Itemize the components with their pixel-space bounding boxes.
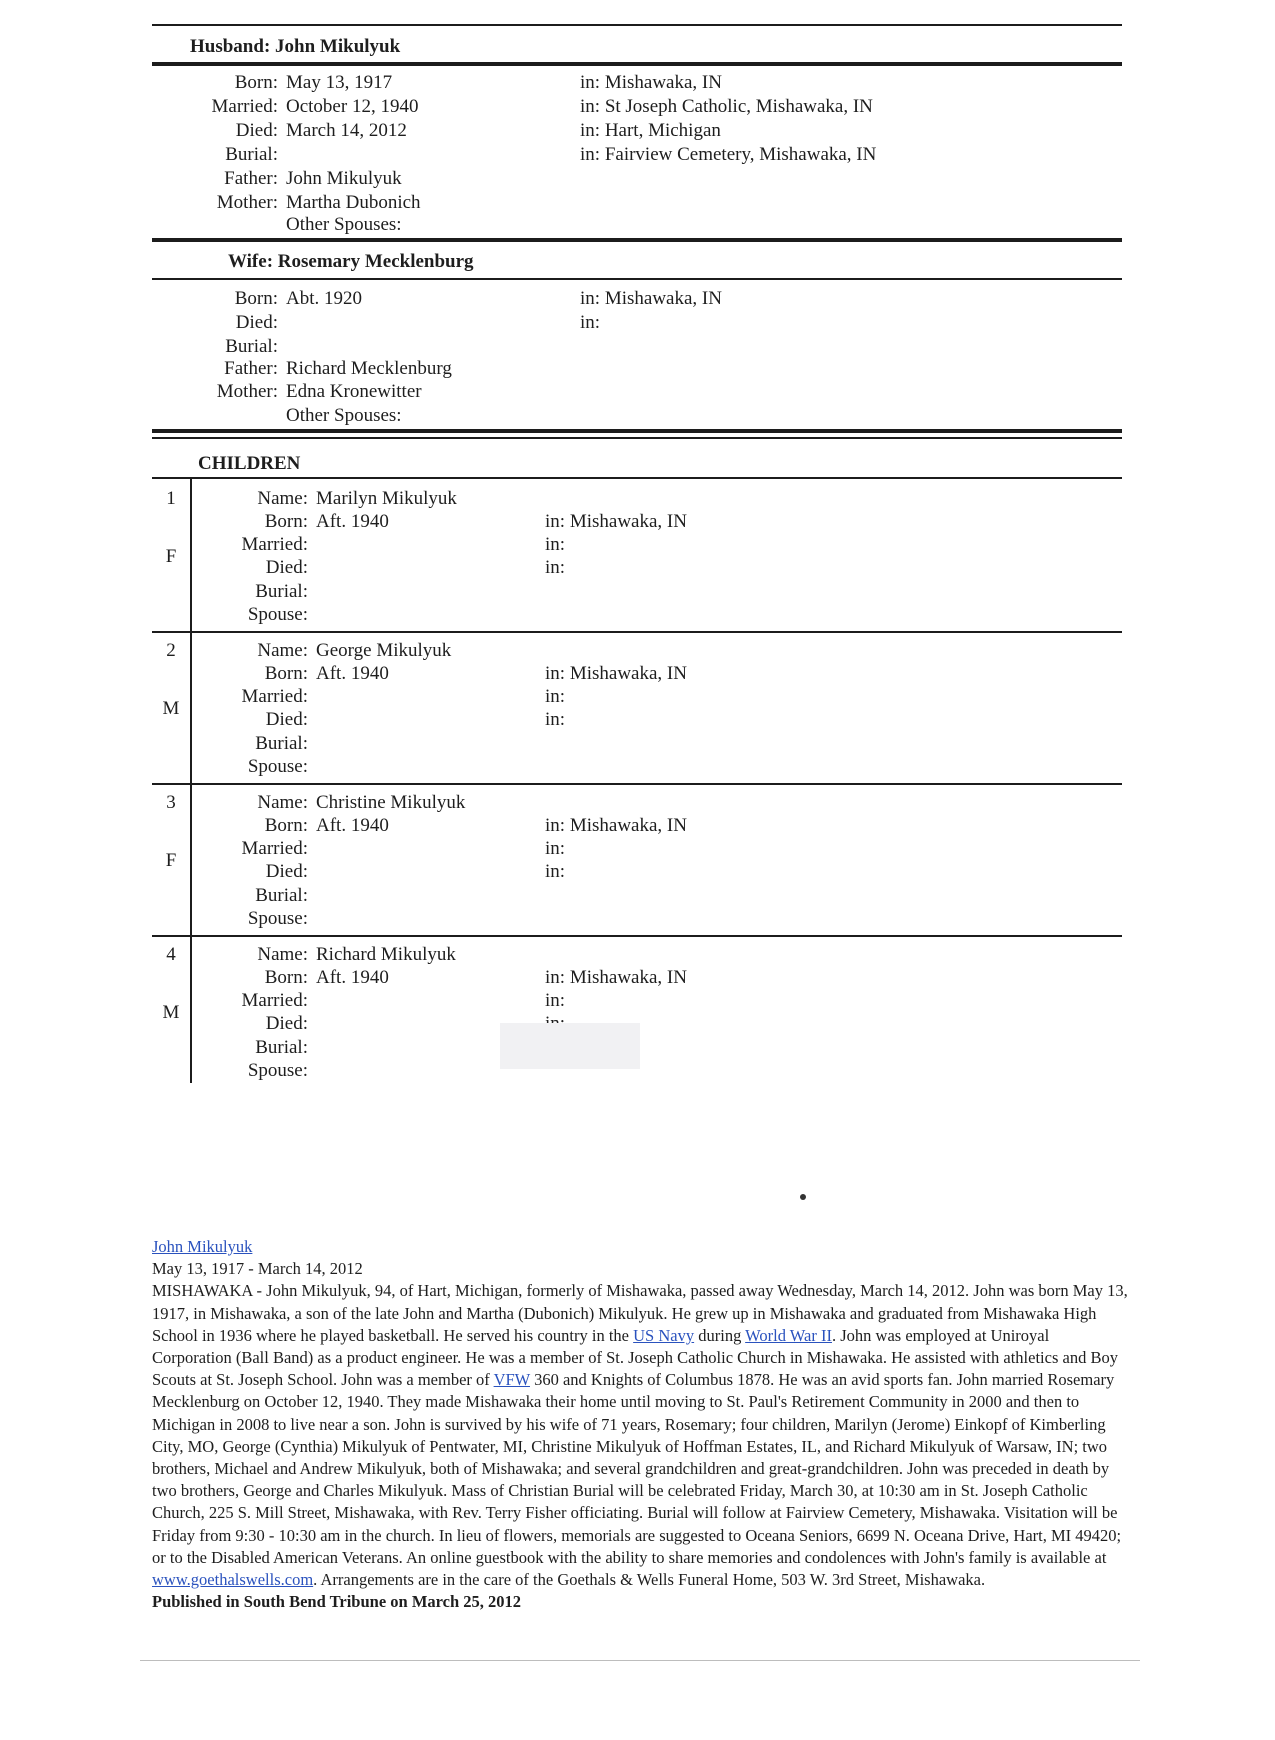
child-born-value: Aft. 1940 — [316, 663, 389, 684]
child-married-label: Married: — [241, 686, 308, 707]
child-married-place: in: — [545, 990, 566, 1011]
child-sex: F — [165, 546, 177, 567]
child-name-value: George Mikulyuk — [316, 640, 452, 661]
child-born-place: in: Mishawaka, IN — [545, 815, 687, 836]
wife-father-label: Father: — [224, 358, 278, 379]
child-spouse-label: Spouse: — [247, 1060, 308, 1081]
child-rule — [152, 783, 1122, 785]
child-name-value: Christine Mikulyuk — [316, 792, 466, 813]
husband-father-label: Father: — [224, 168, 278, 189]
child-rule — [152, 631, 1122, 633]
child-number: 1 — [166, 488, 176, 509]
paper-speck — [800, 1194, 806, 1200]
husband-died-label: Died: — [235, 120, 278, 141]
child-name-value: Richard Mikulyuk — [316, 944, 456, 965]
child-spouse-label: Spouse: — [247, 756, 308, 777]
wife-rule-top — [152, 238, 1122, 242]
child-born-label: Born: — [264, 511, 308, 532]
husband-mother-label: Mother: — [216, 192, 278, 213]
child-name-label: Name: — [257, 792, 308, 813]
child-married-label: Married: — [241, 990, 308, 1011]
clipping-edge — [140, 1660, 1140, 1661]
wife-father-value: Richard Mecklenburg — [286, 358, 452, 379]
obituary-body: MISHAWAKA - John Mikulyuk, 94, of Hart, Michigan, formerly of Mishawaka, passed away Wednesday, March 14, 2012. John was born May 13, 1917, in Mishawaka, a son of the late John and Martha (Dubonich) Mikulyuk. He grew up in Mishawaka and graduated from Mishawaka High School in 1936 where he played basketball. He served his country in the US Navy during World War II. John was employed at Uniroyal Corporation (Ball Band) as a product engineer. He was a member of St. Joseph Catholic Church in Mishawaka. He assisted with athletics and Boy Scouts at St. Joseph School. John was a member of VFW 360 and Knights of Columbus 1878. He was an avid sports fan. John married Rosemary Mecklenburg on October 12, 1940. They made Mishawaka their home until moving to St. Paul's Retirement Community in 2000 and then to Michigan in 2008 to live near a son. John is survived by his wife of 71 years, Rosemary; four children, Marilyn (Jerome) Einkopf of Kimberling City, MO, George (Cynthia) Mikulyuk of Pentwater, MI, Christine Mikulyuk of Hoffman Estates, IL, and Richard Mikulyuk of Warsaw, IN; two brothers, Michael and Andrew Mikulyuk, both of Mishawaka; and several grandchildren and great-grandchildren. John was preceded in death by two brothers, George and Charles Mikulyuk. Mass of Christian Burial will be celebrated Friday, March 30, at 10:30 am in St. Joseph Catholic Church, 225 S. Mill Street, Mishawaka, with Rev. Terry Fisher officiating. Burial will follow at Fairview Cemetery, Mishawaka. Visitation will be Friday from 9:30 - 10:30 am in the church. In lieu of flowers, memorials are suggested to Oceana Seniors, 6699 N. Oceana Drive, Hart, MI 49420; or to the Disabled American Veterans. An online guestbook with the ability to share memories and condolences with John's family is available at www.goethalswells.com. Arrangements are in the care of the Goethals & Wells Funeral Home, 503 W. 3rd Street, Mishawaka. — [152, 1281, 1128, 1590]
husband-born-value: May 13, 1917 — [286, 72, 393, 93]
child-born-value: Aft. 1940 — [316, 967, 389, 988]
child-spouse-label: Spouse: — [247, 908, 308, 929]
wife-born-value: Abt. 1920 — [286, 288, 362, 309]
child-married-place: in: — [545, 838, 566, 859]
wife-header-label: Wife: — [228, 251, 274, 272]
child-sex: M — [162, 1002, 180, 1023]
child-sex: F — [165, 850, 177, 871]
child-born-place: in: Mishawaka, IN — [545, 967, 687, 988]
child-born-label: Born: — [264, 967, 308, 988]
top-rule — [152, 24, 1122, 26]
children-title: CHILDREN — [198, 453, 301, 474]
husband-other-spouses: Other Spouses: — [286, 214, 402, 235]
obituary — [152, 1236, 1132, 1613]
husband-married-place: in: St Joseph Catholic, Mishawaka, IN — [580, 96, 873, 117]
child-married-place: in: — [545, 686, 566, 707]
children-rule-top — [152, 429, 1122, 433]
child-died-place: in: — [545, 709, 566, 730]
children-header-rule — [152, 477, 1122, 479]
wife-mother-value: Edna Kronewitter — [286, 381, 422, 402]
husband-born-place: in: Mishawaka, IN — [580, 72, 722, 93]
child-died-place: in: — [545, 557, 566, 578]
child-born-label: Born: — [264, 663, 308, 684]
child-burial-label: Burial: — [255, 733, 308, 754]
wife-name: Rosemary Mecklenburg — [277, 251, 474, 272]
children-rule-double — [152, 437, 1122, 439]
child-married-place: in: — [545, 534, 566, 555]
child-burial-label: Burial: — [255, 885, 308, 906]
child-burial-label: Burial: — [255, 581, 308, 602]
child-sex: M — [162, 698, 180, 719]
husband-burial-label: Burial: — [225, 144, 278, 165]
child-born-value: Aft. 1940 — [316, 511, 389, 532]
child-married-label: Married: — [241, 838, 308, 859]
child-died-place: in: — [545, 861, 566, 882]
husband-name: John Mikulyuk — [275, 36, 401, 57]
husband-married-value: October 12, 1940 — [286, 96, 419, 117]
child-rule — [152, 935, 1122, 937]
vfw-link[interactable]: VFW — [493, 1370, 530, 1390]
wife-rule — [152, 278, 1122, 280]
child-married-label: Married: — [241, 534, 308, 555]
husband-header — [190, 36, 400, 58]
child-name-label: Name: — [257, 944, 308, 965]
child-burial-label: Burial: — [255, 1037, 308, 1058]
husband-married-label: Married: — [211, 96, 278, 117]
child-died-label: Died: — [265, 861, 308, 882]
wife-burial-label: Burial: — [225, 336, 278, 357]
wife-born-label: Born: — [234, 288, 278, 309]
child-number: 2 — [166, 640, 176, 661]
child-number: 3 — [166, 792, 176, 813]
child-died-label: Died: — [265, 709, 308, 730]
child-number: 4 — [166, 944, 176, 965]
wife-died-label: Died: — [235, 312, 278, 333]
wife-other-spouses: Other Spouses: — [286, 405, 402, 426]
child-born-value: Aft. 1940 — [316, 815, 389, 836]
child-name-value: Marilyn Mikulyuk — [316, 488, 457, 509]
wife-born-place: in: Mishawaka, IN — [580, 288, 722, 309]
husband-burial-place: in: Fairview Cemetery, Mishawaka, IN — [580, 144, 877, 165]
husband-header-label: Husband: — [190, 36, 271, 57]
child-died-label: Died: — [265, 1013, 308, 1034]
child-died-label: Died: — [265, 557, 308, 578]
husband-rule — [152, 62, 1122, 66]
husband-died-value: March 14, 2012 — [286, 120, 407, 141]
world-war-ii-link[interactable]: World War II — [745, 1325, 832, 1345]
obituary-published: Published in South Bend Tribune on March 25, 2012 — [152, 1592, 522, 1612]
child-spouse-label: Spouse: — [247, 604, 308, 625]
child-born-label: Born: — [264, 815, 308, 836]
paper-smudge — [500, 1023, 640, 1069]
obituary-dates: May 13, 1917 - March 14, 2012 — [152, 1259, 363, 1279]
wife-died-place: in: — [580, 312, 601, 333]
child-name-label: Name: — [257, 640, 308, 661]
wife-mother-label: Mother: — [216, 381, 278, 402]
child-name-label: Name: — [257, 488, 308, 509]
child-born-place: in: Mishawaka, IN — [545, 511, 687, 532]
husband-born-label: Born: — [234, 72, 278, 93]
us-navy-link[interactable]: US Navy — [633, 1325, 695, 1345]
child-born-place: in: Mishawaka, IN — [545, 663, 687, 684]
wife-header — [228, 251, 474, 273]
goethalswells-link[interactable]: www.goethalswells.com — [152, 1570, 314, 1590]
obituary-name-link[interactable]: John Mikulyuk — [152, 1237, 253, 1256]
husband-father-value: John Mikulyuk — [286, 168, 402, 189]
husband-died-place: in: Hart, Michigan — [580, 120, 721, 141]
husband-mother-value: Martha Dubonich — [286, 192, 421, 213]
